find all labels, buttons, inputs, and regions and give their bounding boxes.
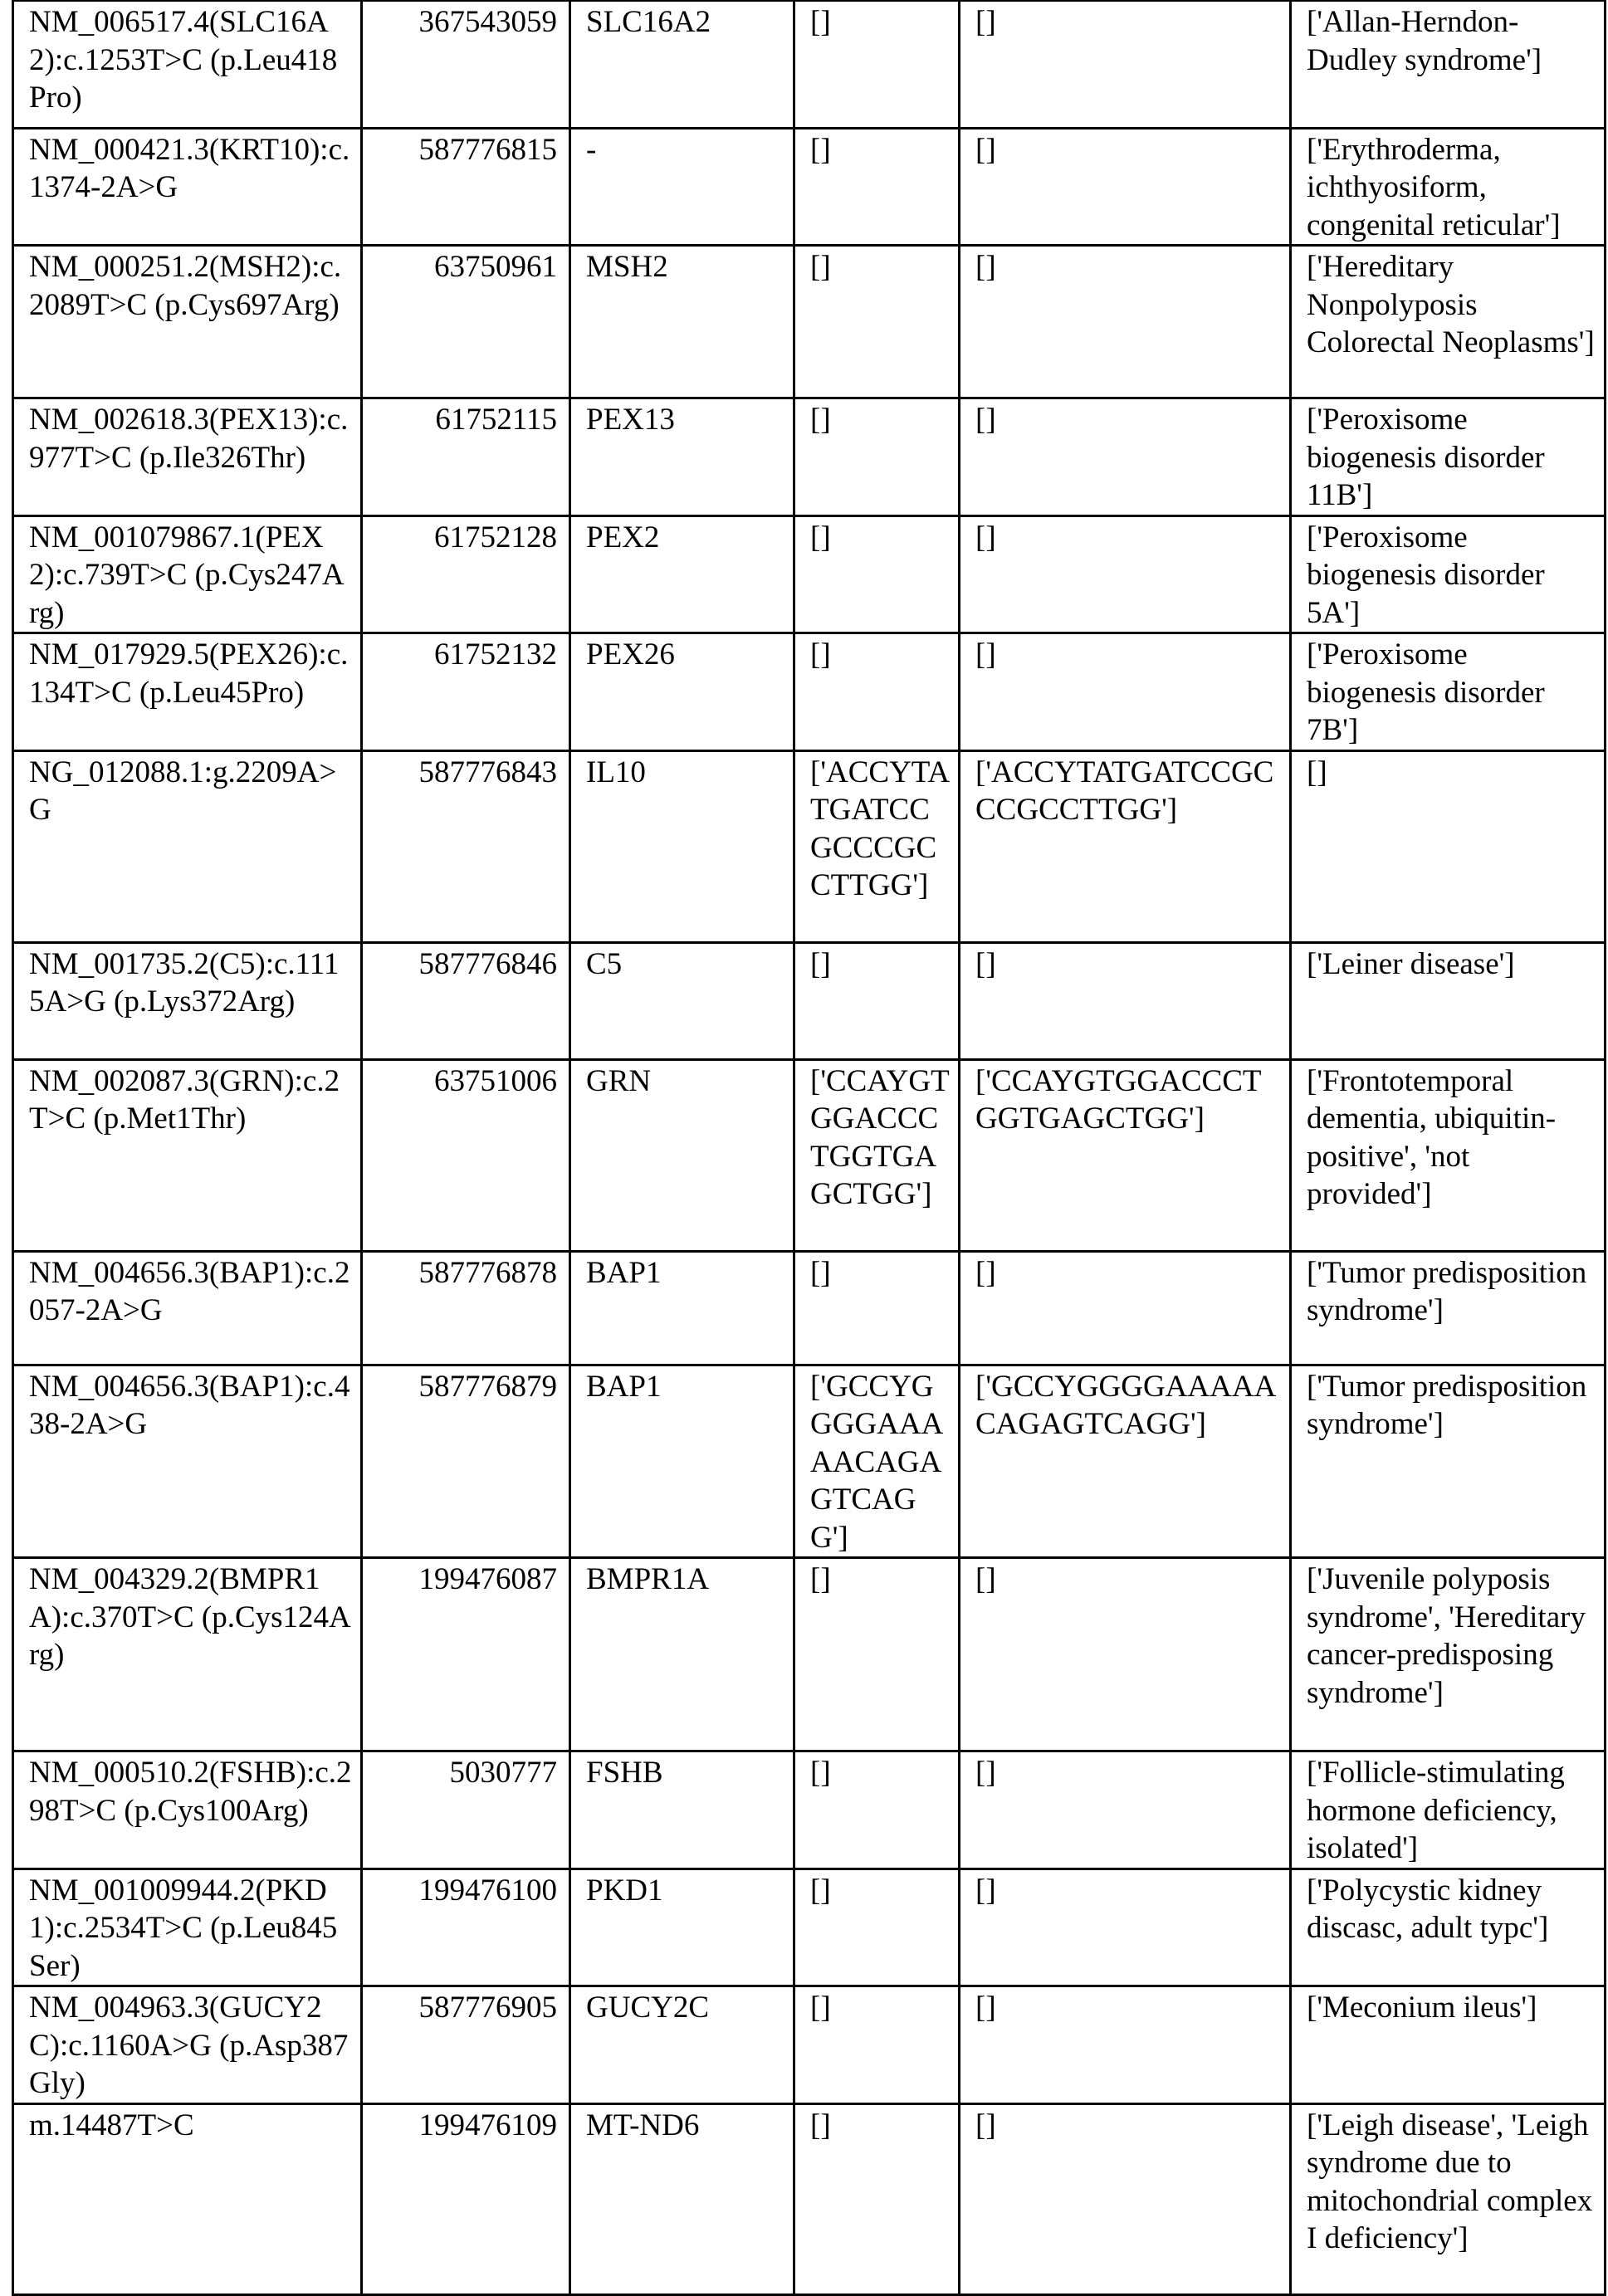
guide-sequence-a-cell: []	[794, 1558, 960, 1751]
rs-id-cell: 587776878	[362, 1251, 570, 1365]
variant-name-cell: NM_000510.2(FSHB):c.298T>C (p.Cys100Arg)	[13, 1751, 362, 1869]
guide-sequence-b-cell: []	[960, 515, 1291, 633]
condition-cell: ['Leiner disease']	[1291, 942, 1606, 1059]
condition-cell: ['Peroxisome biogenesis disorder 7B']	[1291, 633, 1606, 751]
guide-sequence-a-cell: ['GCCYGGGGAAAAACAGAGTCAGG']	[794, 1365, 960, 1558]
rs-id-cell: 587776843	[362, 750, 570, 942]
guide-sequence-b-cell: ['GCCYGGGGAAAAACAGAGTCAGG']	[960, 1365, 1291, 1558]
guide-sequence-b-cell: []	[960, 1, 1291, 128]
rs-id-cell: 63750961	[362, 246, 570, 398]
table-row	[13, 1986, 1606, 2104]
table-row	[13, 1558, 1606, 1751]
gene-symbol-cell: -	[570, 128, 794, 246]
table-row	[13, 2103, 1606, 2294]
table-row	[13, 515, 1606, 633]
guide-sequence-b-cell: []	[960, 2103, 1291, 2294]
table-row	[13, 1251, 1606, 1365]
guide-sequence-a-cell: []	[794, 942, 960, 1059]
guide-sequence-a-cell: []	[794, 1, 960, 128]
guide-sequence-a-cell: []	[794, 1751, 960, 1869]
gene-symbol-cell: GRN	[570, 1059, 794, 1251]
variant-name-cell: NM_001735.2(C5):c.1115A>G (p.Lys372Arg)	[13, 942, 362, 1059]
variant-name-cell: NM_002087.3(GRN):c.2T>C (p.Met1Thr)	[13, 1059, 362, 1251]
condition-cell: ['Polycystic kidney discasc, adult typc']	[1291, 1869, 1606, 1986]
variant-name-cell: m.14487T>C	[13, 2103, 362, 2294]
guide-sequence-b-cell: []	[960, 1986, 1291, 2104]
gene-symbol-cell: MT-ND6	[570, 2103, 794, 2294]
guide-sequence-b-cell: []	[960, 1251, 1291, 1365]
gene-symbol-cell: IL10	[570, 750, 794, 942]
rs-id-cell: 587776815	[362, 128, 570, 246]
gene-symbol-cell: BMPR1A	[570, 1558, 794, 1751]
condition-cell: ['Tumor predisposition syndrome']	[1291, 1251, 1606, 1365]
variant-name-cell: NM_002618.3(PEX13):c.977T>C (p.Ile326Thr)	[13, 398, 362, 516]
table-row	[13, 398, 1606, 516]
guide-sequence-b-cell: []	[960, 942, 1291, 1059]
variant-table	[12, 0, 1606, 2296]
variant-name-cell: NM_001079867.1(PEX2):c.739T>C (p.Cys247Arg)	[13, 515, 362, 633]
rs-id-cell: 199476100	[362, 1869, 570, 1986]
condition-cell: ['Leigh disease', 'Leigh syndrome due to mitochondrial complex I deficiency']	[1291, 2103, 1606, 2294]
guide-sequence-a-cell: []	[794, 128, 960, 246]
table-row	[13, 246, 1606, 398]
guide-sequence-b-cell: []	[960, 633, 1291, 751]
rs-id-cell: 199476087	[362, 1558, 570, 1751]
rs-id-cell: 587776879	[362, 1365, 570, 1558]
condition-cell: ['Frontotemporal dementia, ubiquitin-positive', 'not provided']	[1291, 1059, 1606, 1251]
gene-symbol-cell: PEX2	[570, 515, 794, 633]
condition-cell: ['Follicle-stimulating hormone deficiency, isolated']	[1291, 1751, 1606, 1869]
variant-name-cell: NM_004656.3(BAP1):c.438-2A>G	[13, 1365, 362, 1558]
table-row	[13, 942, 1606, 1059]
gene-symbol-cell: BAP1	[570, 1365, 794, 1558]
variant-name-cell: NM_000421.3(KRT10):c.1374-2A>G	[13, 128, 362, 246]
guide-sequence-b-cell: []	[960, 1869, 1291, 1986]
condition-cell: []	[1291, 750, 1606, 942]
condition-cell: ['Hereditary Nonpolyposis Colorectal Neoplasms']	[1291, 246, 1606, 398]
guide-sequence-a-cell: []	[794, 515, 960, 633]
variant-name-cell: NM_006517.4(SLC16A2):c.1253T>C (p.Leu418Pro)	[13, 1, 362, 128]
rs-id-cell: 61752115	[362, 398, 570, 516]
guide-sequence-a-cell: []	[794, 1251, 960, 1365]
guide-sequence-b-cell: []	[960, 246, 1291, 398]
variant-name-cell: NM_004656.3(BAP1):c.2057-2A>G	[13, 1251, 362, 1365]
guide-sequence-a-cell: []	[794, 1869, 960, 1986]
gene-symbol-cell: PKD1	[570, 1869, 794, 1986]
rs-id-cell: 61752128	[362, 515, 570, 633]
condition-cell: ['Peroxisome biogenesis disorder 5A']	[1291, 515, 1606, 633]
gene-symbol-cell: GUCY2C	[570, 1986, 794, 2104]
condition-cell: ['Erythroderma, ichthyosiform, congenital reticular']	[1291, 128, 1606, 246]
guide-sequence-b-cell: ['ACCYTATGATCCGCCCGCCTTGG']	[960, 750, 1291, 942]
guide-sequence-a-cell: ['ACCYTATGATCCGCCCGCCTTGG']	[794, 750, 960, 942]
rs-id-cell: 587776905	[362, 1986, 570, 2104]
variant-name-cell: NM_000251.2(MSH2):c.2089T>C (p.Cys697Arg)	[13, 246, 362, 398]
rs-id-cell: 199476109	[362, 2103, 570, 2294]
variant-name-cell: NM_004963.3(GUCY2C):c.1160A>G (p.Asp387Gly)	[13, 1986, 362, 2104]
gene-symbol-cell: BAP1	[570, 1251, 794, 1365]
variant-name-cell: NM_004329.2(BMPR1A):c.370T>C (p.Cys124Arg)	[13, 1558, 362, 1751]
table-row	[13, 750, 1606, 942]
guide-sequence-a-cell: []	[794, 246, 960, 398]
table-row	[13, 128, 1606, 246]
rs-id-cell: 587776846	[362, 942, 570, 1059]
guide-sequence-a-cell: ['CCAYGTGGACCCTGGTGAGCTGG']	[794, 1059, 960, 1251]
guide-sequence-b-cell: []	[960, 1751, 1291, 1869]
rs-id-cell: 63751006	[362, 1059, 570, 1251]
guide-sequence-a-cell: []	[794, 1986, 960, 2104]
table-row	[13, 1, 1606, 128]
condition-cell: ['Peroxisome biogenesis disorder 11B']	[1291, 398, 1606, 516]
rs-id-cell: 5030777	[362, 1751, 570, 1869]
gene-symbol-cell: SLC16A2	[570, 1, 794, 128]
table-row	[13, 1365, 1606, 1558]
rs-id-cell: 61752132	[362, 633, 570, 751]
guide-sequence-b-cell: []	[960, 398, 1291, 516]
gene-symbol-cell: C5	[570, 942, 794, 1059]
table-row	[13, 1869, 1606, 1986]
guide-sequence-b-cell: ['CCAYGTGGACCCTGGTGAGCTGG']	[960, 1059, 1291, 1251]
table-row	[13, 1751, 1606, 1869]
guide-sequence-b-cell: []	[960, 1558, 1291, 1751]
condition-cell: ['Juvenile polyposis syndrome', 'Hereditary cancer-predisposing syndrome']	[1291, 1558, 1606, 1751]
rs-id-cell: 367543059	[362, 1, 570, 128]
table-row	[13, 1059, 1606, 1251]
table-row	[13, 633, 1606, 751]
gene-symbol-cell: MSH2	[570, 246, 794, 398]
condition-cell: ['Tumor predisposition syndrome']	[1291, 1365, 1606, 1558]
guide-sequence-a-cell: []	[794, 633, 960, 751]
variant-name-cell: NM_001009944.2(PKD1):c.2534T>C (p.Leu845Ser)	[13, 1869, 362, 1986]
guide-sequence-a-cell: []	[794, 2103, 960, 2294]
guide-sequence-b-cell: []	[960, 128, 1291, 246]
gene-symbol-cell: PEX26	[570, 633, 794, 751]
guide-sequence-a-cell: []	[794, 398, 960, 516]
condition-cell: ['Allan-Herndon-Dudley syndrome']	[1291, 1, 1606, 128]
gene-symbol-cell: FSHB	[570, 1751, 794, 1869]
variant-name-cell: NG_012088.1:g.2209A>G	[13, 750, 362, 942]
variant-name-cell: NM_017929.5(PEX26):c.134T>C (p.Leu45Pro)	[13, 633, 362, 751]
condition-cell: ['Meconium ileus']	[1291, 1986, 1606, 2104]
gene-symbol-cell: PEX13	[570, 398, 794, 516]
